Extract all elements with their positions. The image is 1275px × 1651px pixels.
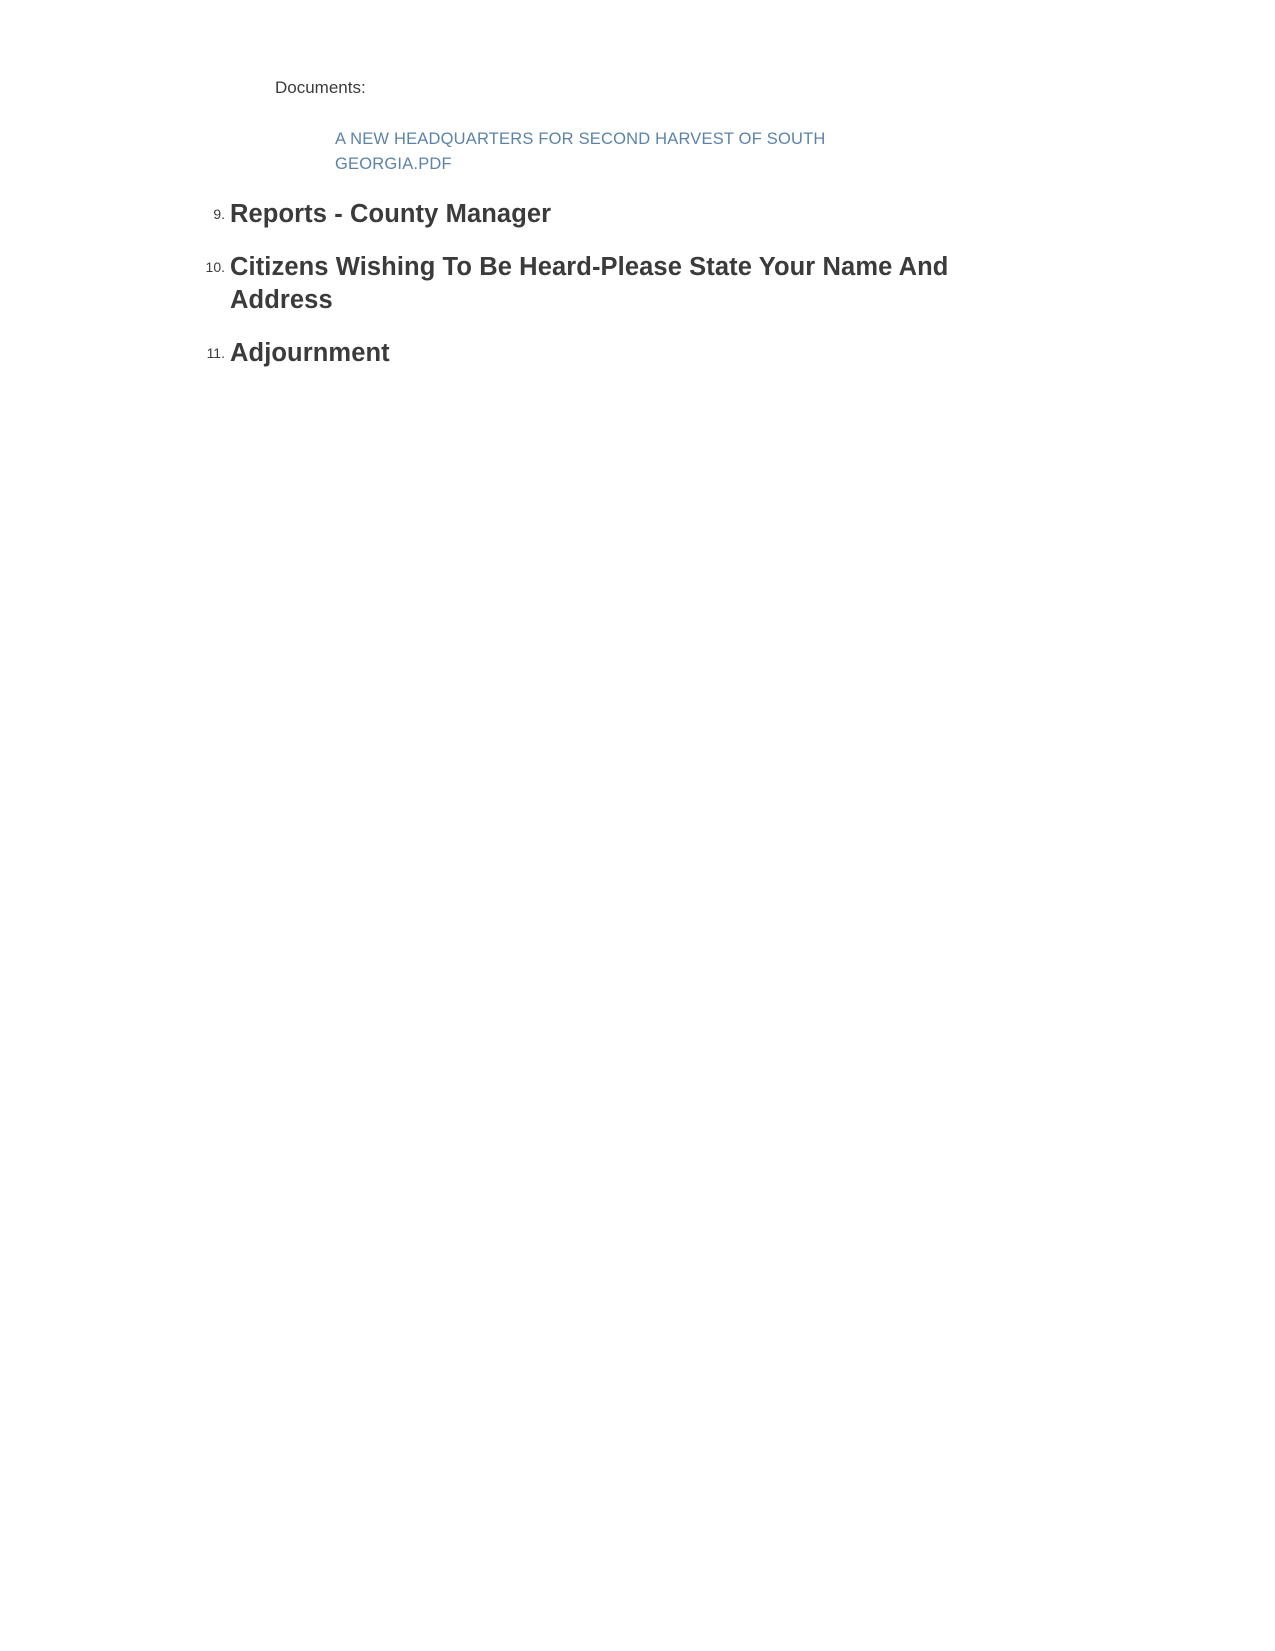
agenda-item <box>185 337 1085 370</box>
agenda-item-number: 11. <box>206 345 225 361</box>
agenda-item <box>185 198 1085 231</box>
agenda-item <box>185 251 1085 317</box>
document-link[interactable]: A NEW HEADQUARTERS FOR SECOND HARVEST OF SOUTH GEORGIA.PDF <box>335 130 826 173</box>
documents-section <box>275 76 1135 177</box>
agenda-item-title: Adjournment <box>230 339 390 367</box>
documents-label: Documents: <box>275 78 366 97</box>
agenda-item-number: 9. <box>213 206 225 222</box>
agenda-item-title: Citizens Wishing To Be Heard-Please State Your Name And Address <box>230 253 949 314</box>
agenda-item-number: 10. <box>205 259 225 275</box>
agenda-list <box>185 198 1085 390</box>
document-link-list <box>335 127 1135 177</box>
agenda-item-title: Reports - County Manager <box>230 200 552 228</box>
